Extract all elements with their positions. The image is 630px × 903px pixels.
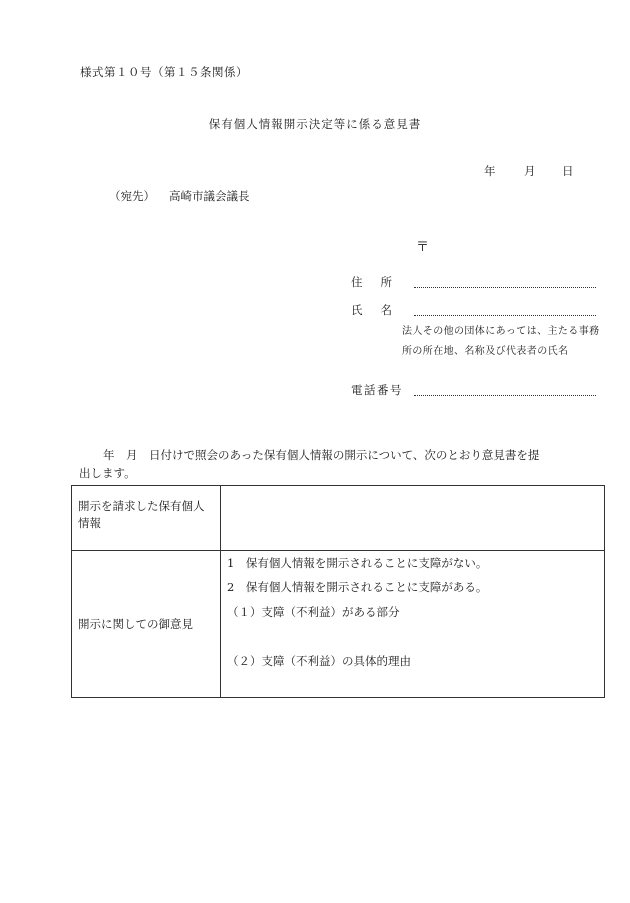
addressee-prefix: （宛先）	[109, 189, 155, 203]
opinion-option-no-issue: 1 保有個人情報を開示されることに支障がない。	[227, 556, 488, 570]
addressee	[109, 190, 250, 204]
phone-field-line[interactable]	[414, 395, 596, 396]
postal-mark: 〒	[416, 240, 430, 255]
intro-paragraph	[79, 446, 603, 482]
requested-info-label: 開示を請求した保有個人情報	[78, 499, 205, 530]
form-number: 様式第１０号（第１５条関係）	[80, 65, 248, 79]
address-field-line[interactable]	[414, 287, 596, 288]
requested-info-value-cell[interactable]	[221, 486, 605, 551]
name-field-line[interactable]	[414, 315, 596, 316]
name-label	[351, 304, 392, 318]
opinion-row	[72, 551, 605, 698]
opinion-specific-reason: （２）支障（不利益）の具体的理由	[227, 654, 411, 668]
opinion-affected-part: （１）支障（不利益）がある部分	[227, 605, 400, 619]
address-label	[351, 276, 392, 290]
address-label-char-2: 所	[380, 275, 392, 289]
opinion-label: 開示に関しての御意見	[78, 617, 193, 631]
opinion-label-cell	[72, 551, 221, 698]
opinion-value-cell[interactable]	[221, 551, 605, 698]
opinion-table	[71, 485, 605, 698]
name-label-char-2: 名	[380, 303, 392, 317]
corporate-note: 法人その他の団体にあっては、主たる事務所の所在地、名称及び代表者の氏名	[402, 326, 600, 357]
address-label-char-1: 住	[351, 275, 363, 289]
name-label-char-1: 氏	[351, 303, 363, 317]
intro-line-2: 出します。	[79, 466, 136, 480]
phone-label: 電話番号	[351, 383, 403, 397]
requested-info-row	[72, 486, 605, 551]
opinion-option-has-issue: 2 保有個人情報を開示されることに支障がある。	[227, 580, 488, 594]
date-year-label: 年	[484, 164, 496, 178]
intro-line-1: 年 月 日付けで照会のあった保有個人情報の開示について、次のとおり意見書を提	[103, 448, 540, 462]
document-title: 保有個人情報開示決定等に係る意見書	[208, 117, 422, 131]
date-day-label: 日	[562, 164, 574, 178]
requested-info-label-cell	[72, 486, 221, 551]
date-month-label: 月	[524, 164, 536, 178]
addressee-recipient: 高崎市議会議長	[169, 189, 250, 203]
